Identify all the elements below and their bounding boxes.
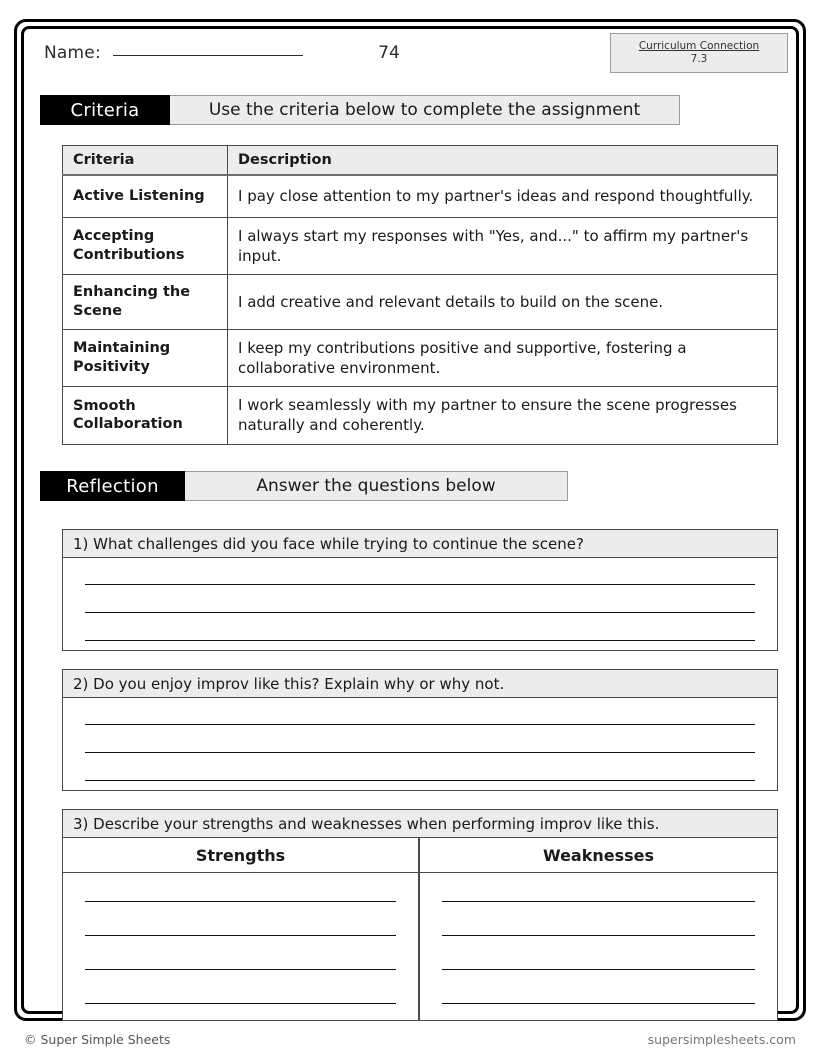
strengths-weaknesses-table <box>63 838 777 1020</box>
criteria-name: Maintaining Positivity <box>63 329 228 387</box>
weaknesses-header: Weaknesses <box>420 838 777 873</box>
answer-line[interactable] <box>85 612 755 613</box>
strengths-answer-area[interactable] <box>63 873 418 1020</box>
name-label-text: Name: <box>44 43 101 63</box>
reflection-section-banner <box>40 471 568 501</box>
table-header-row <box>63 146 778 176</box>
answer-line[interactable] <box>85 935 396 936</box>
weaknesses-answer-area[interactable] <box>420 873 777 1020</box>
question-prompt: 1) What challenges did you face while trying to continue the scene? <box>63 530 777 558</box>
criteria-description: I always start my responses with "Yes, and..." to affirm my partner's input. <box>228 217 778 275</box>
answer-line[interactable] <box>85 780 755 781</box>
criteria-table-body <box>63 175 778 444</box>
answer-line[interactable] <box>85 584 755 585</box>
worksheet-content <box>24 29 796 1011</box>
curriculum-connection-box <box>610 33 788 73</box>
question-answer-area[interactable] <box>63 558 777 651</box>
criteria-instruction-text: Use the criteria below to complete the assignment <box>170 95 680 125</box>
strengths-header: Strengths <box>63 838 418 873</box>
curriculum-connection-title: Curriculum Connection <box>638 39 760 52</box>
table-row <box>63 329 778 387</box>
page-footer <box>0 1032 820 1058</box>
answer-line[interactable] <box>442 901 755 902</box>
answer-line[interactable] <box>85 969 396 970</box>
answer-line[interactable] <box>85 901 396 902</box>
page-border-outer <box>14 19 806 1021</box>
weaknesses-column <box>420 838 777 1020</box>
table-row <box>63 275 778 330</box>
answer-line[interactable] <box>442 935 755 936</box>
answer-line[interactable] <box>85 1003 396 1004</box>
copyright-text: © Super Simple Sheets <box>24 1032 171 1047</box>
reflection-question-2 <box>62 669 778 791</box>
criteria-description: I add creative and relevant details to build on the scene. <box>228 275 778 330</box>
criteria-name: Active Listening <box>63 175 228 217</box>
question-answer-area[interactable] <box>63 698 777 791</box>
answer-line[interactable] <box>85 752 755 753</box>
reflection-instruction-text: Answer the questions below <box>185 471 568 501</box>
criteria-description: I pay close attention to my partner's ideas and respond thoughtfully. <box>228 175 778 217</box>
worksheet-header <box>24 29 796 89</box>
reflection-question-3 <box>62 809 778 1021</box>
column-header-criteria: Criteria <box>63 146 228 176</box>
table-row <box>63 387 778 445</box>
answer-line[interactable] <box>442 969 755 970</box>
answer-line[interactable] <box>85 640 755 641</box>
criteria-description: I work seamlessly with my partner to ensure the scene progresses naturally and coherently. <box>228 387 778 445</box>
criteria-name: Accepting Contributions <box>63 217 228 275</box>
answer-line[interactable] <box>442 1003 755 1004</box>
curriculum-connection-code: 7.3 <box>690 53 708 65</box>
page-number: 74 <box>378 43 400 63</box>
column-header-description: Description <box>228 146 778 176</box>
reflection-question-1 <box>62 529 778 651</box>
criteria-table <box>62 145 778 445</box>
criteria-description: I keep my contributions positive and supportive, fostering a collaborative environment. <box>228 329 778 387</box>
table-row <box>63 175 778 217</box>
criteria-name: Smooth Collaboration <box>63 387 228 445</box>
criteria-table-head <box>63 146 778 176</box>
reflection-tab-label: Reflection <box>40 471 185 501</box>
criteria-section-banner <box>40 95 680 125</box>
criteria-tab-label: Criteria <box>40 95 170 125</box>
website-text: supersimplesheets.com <box>647 1032 796 1047</box>
strengths-column <box>63 838 420 1020</box>
page-border-inner <box>21 26 799 1014</box>
answer-line[interactable] <box>85 724 755 725</box>
criteria-name: Enhancing the Scene <box>63 275 228 330</box>
question-prompt: 2) Do you enjoy improv like this? Explain why or why not. <box>63 670 777 698</box>
question-prompt: 3) Describe your strengths and weaknesses when performing improv like this. <box>63 810 777 838</box>
table-row <box>63 217 778 275</box>
